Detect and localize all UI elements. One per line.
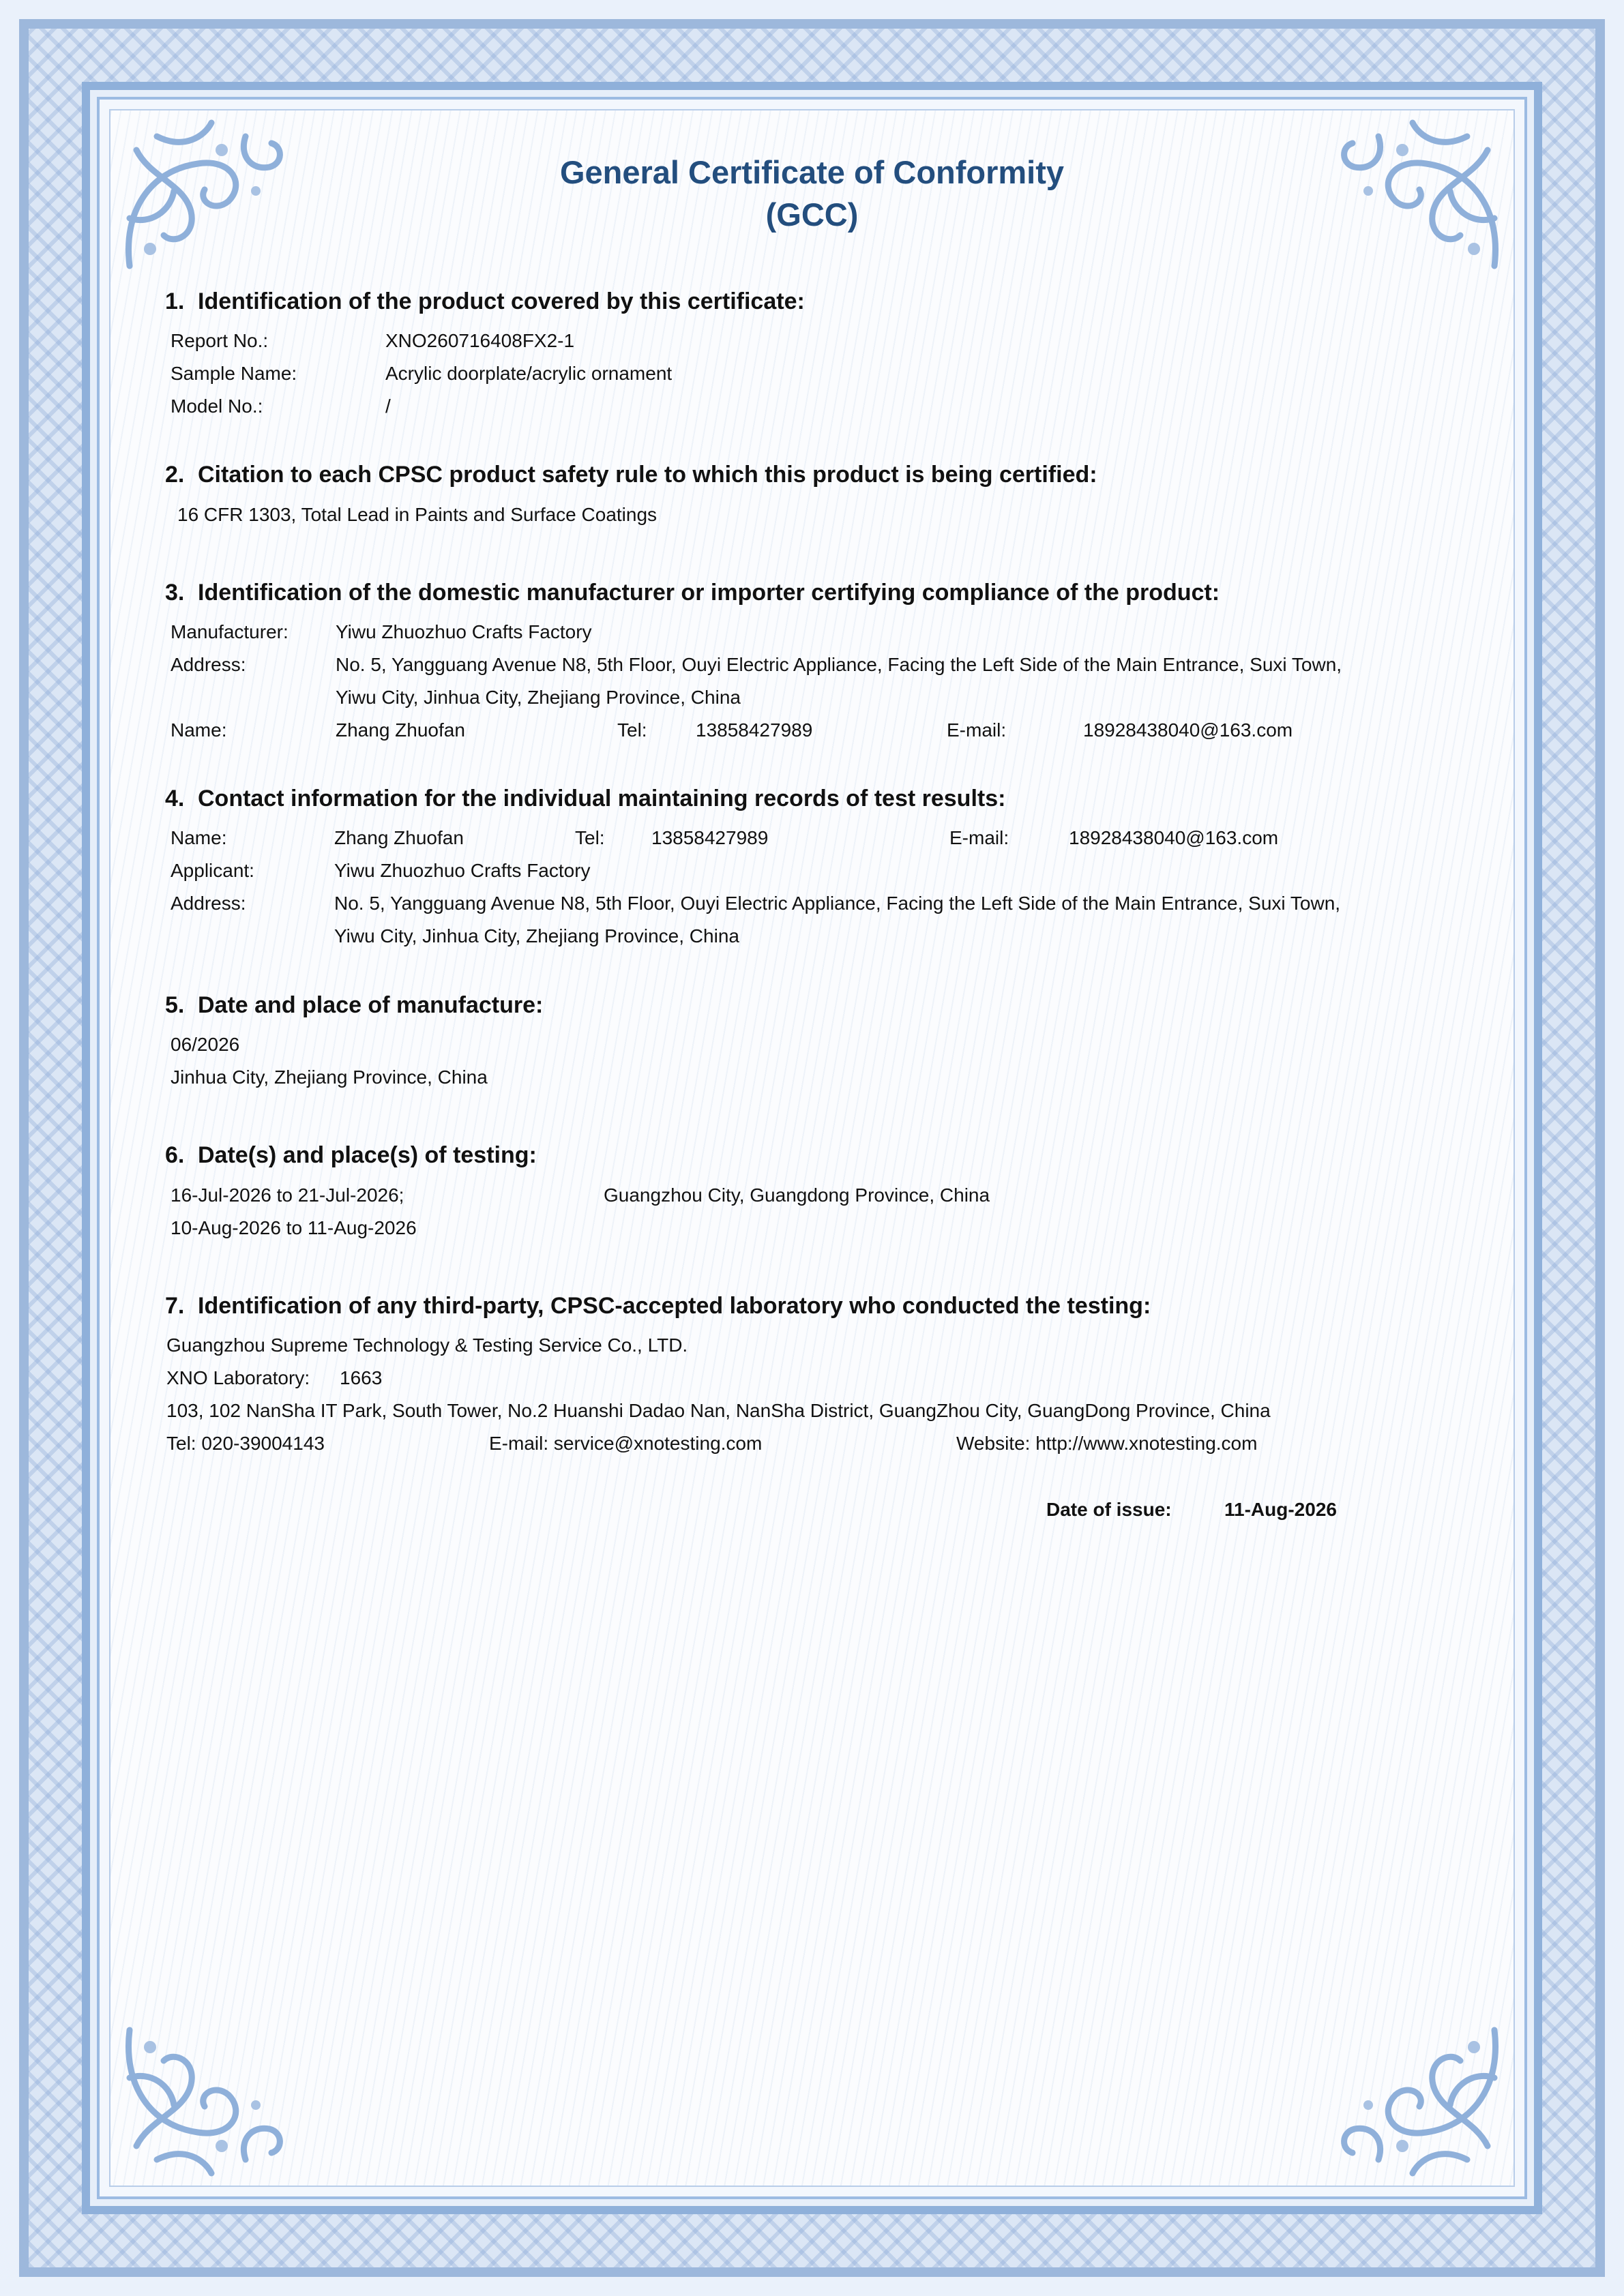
section-5-heading	[165, 990, 543, 1020]
section-heading-text: Contact information for the individual maintaining records of test results:	[198, 786, 1006, 811]
manufacture-date: 06/2026	[171, 1034, 240, 1055]
testing-date-1: 16-Jul-2026 to 21-Jul-2026;	[171, 1184, 404, 1206]
email-label: E-mail:	[947, 719, 1007, 741]
address-line-1: No. 5, Yangguang Avenue N8, 5th Floor, Ouyi Electric Appliance, Facing the Left Side of the Main Entrance, Suxi Town,	[336, 654, 1342, 675]
address-label: Address:	[171, 893, 246, 914]
name-value: Zhang Zhuofan	[336, 719, 465, 741]
email-value: 18928438040@163.com	[1083, 719, 1293, 741]
tel-label: Tel:	[617, 719, 647, 741]
manufacturer-label: Manufacturer:	[171, 621, 289, 642]
section-number: 4.	[165, 786, 185, 811]
name-label: Name:	[171, 827, 227, 848]
section-1-heading	[165, 286, 805, 316]
cpsc-rule: 16 CFR 1303, Total Lead in Paints and Surface Coatings	[177, 504, 658, 525]
applicant-label: Applicant:	[171, 860, 254, 881]
section-4-heading	[165, 784, 1005, 814]
section-heading-text: Date(s) and place(s) of testing:	[198, 1142, 537, 1168]
tel-label: Tel:	[575, 827, 605, 848]
section-heading-text: Identification of the domestic manufacturer or importer certifying compliance of the product:	[198, 580, 1220, 606]
lab-tel: Tel: 020-39004143	[166, 1433, 325, 1454]
report-no-label: Report No.:	[171, 330, 269, 351]
applicant-value: Yiwu Zhuozhuo Crafts Factory	[334, 860, 591, 881]
section-6-heading	[165, 1140, 537, 1170]
name-value: Zhang Zhuofan	[334, 827, 464, 848]
section-3-heading	[165, 578, 1220, 608]
floral-corner-ornament	[1338, 2010, 1515, 2187]
address-line-2: Yiwu City, Jinhua City, Zhejiang Province, China	[336, 687, 741, 708]
section-heading-text: Identification of any third-party, CPSC-accepted laboratory who conducted the testing:	[198, 1293, 1151, 1319]
report-no-value: XNO260716408FX2-1	[385, 330, 575, 351]
floral-corner-ornament	[109, 2010, 286, 2187]
lab-id-label: XNO Laboratory:	[166, 1367, 310, 1388]
section-number: 3.	[165, 580, 185, 606]
address-line-1: No. 5, Yangguang Avenue N8, 5th Floor, Ouyi Electric Appliance, Facing the Left Side of the Main Entrance, Suxi Town,	[334, 893, 1341, 914]
manufacture-place: Jinhua City, Zhejiang Province, China	[171, 1067, 488, 1088]
lab-website: Website: http://www.xnotesting.com	[956, 1433, 1258, 1454]
issue-date-label: Date of issue:	[1046, 1499, 1172, 1520]
testing-place: Guangzhou City, Guangdong Province, China	[604, 1184, 990, 1206]
certificate-title: General Certificate of Conformity	[559, 154, 1065, 190]
name-label: Name:	[171, 719, 227, 741]
section-number: 1.	[165, 288, 185, 314]
issue-date-value: 11-Aug-2026	[1224, 1499, 1337, 1520]
section-number: 2.	[165, 462, 185, 488]
section-heading-text: Identification of the product covered by this certificate:	[198, 288, 805, 314]
email-value: 18928438040@163.com	[1069, 827, 1279, 848]
manufacturer-value: Yiwu Zhuozhuo Crafts Factory	[336, 621, 592, 642]
section-heading-text: Citation to each CPSC product safety rule to which this product is being certified:	[198, 462, 1097, 488]
section-2-heading	[165, 460, 1097, 490]
section-heading-text: Date and place of manufacture:	[198, 992, 544, 1018]
address-label: Address:	[171, 654, 246, 675]
address-line-2: Yiwu City, Jinhua City, Zhejiang Province, China	[334, 925, 739, 946]
lab-email: E-mail: service@xnotesting.com	[489, 1433, 763, 1454]
section-number: 6.	[165, 1142, 185, 1168]
certificate-subtitle: (GCC)	[765, 196, 859, 233]
lab-id-value: 1663	[340, 1367, 383, 1388]
section-7-heading	[165, 1291, 1151, 1321]
section-number: 7.	[165, 1293, 185, 1319]
email-label: E-mail:	[949, 827, 1009, 848]
tel-value: 13858427989	[651, 827, 769, 848]
sample-name-label: Sample Name:	[171, 363, 297, 384]
sample-name-value: Acrylic doorplate/acrylic ornament	[385, 363, 673, 384]
testing-date-2: 10-Aug-2026 to 11-Aug-2026	[171, 1217, 417, 1238]
model-no-value: /	[385, 396, 391, 417]
section-number: 5.	[165, 992, 185, 1018]
model-no-label: Model No.:	[171, 396, 263, 417]
tel-value: 13858427989	[696, 719, 813, 741]
lab-name: Guangzhou Supreme Technology & Testing Service Co., LTD.	[166, 1335, 688, 1356]
lab-address: 103, 102 NanSha IT Park, South Tower, No.2 Huanshi Dadao Nan, NanSha District, GuangZhou City, GuangDong Province, China	[166, 1400, 1271, 1421]
